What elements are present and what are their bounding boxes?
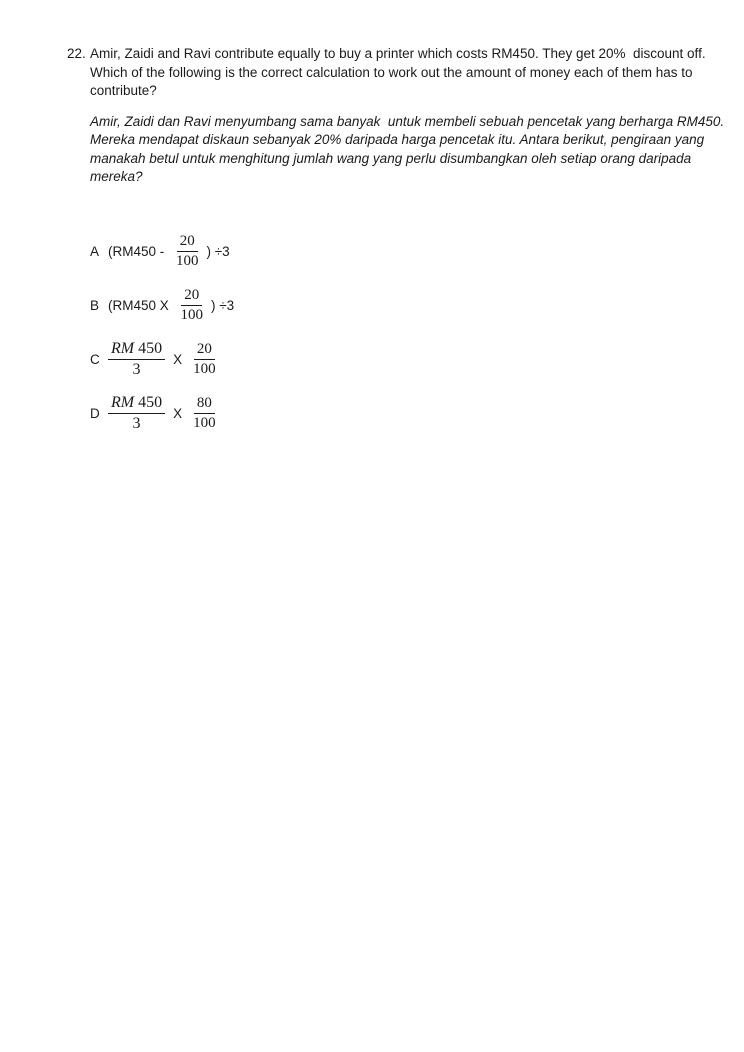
fraction (190, 341, 219, 379)
question-line: Which of the following is the correct calculation to work out the amount of money each of them has to (90, 64, 693, 80)
currency-label: RM (111, 393, 135, 411)
question-body (90, 45, 725, 448)
fraction-denominator: 100 (193, 361, 216, 377)
multiplication-sign: X (173, 406, 183, 421)
option-b (90, 286, 710, 326)
fraction-denominator: 100 (176, 253, 199, 269)
fraction-numerator (108, 340, 165, 360)
question-line: Amir, Zaidi dan Ravi menyumbang sama banyak untuk membeli sebuah pencetak yang berharga RM450. (90, 113, 725, 129)
fraction-denominator: 100 (180, 307, 204, 323)
question-line: Mereka mendapat diskaun sebanyak 20% daripada harga pencetak itu. Antara berikut, pengiraan yang (90, 132, 705, 147)
fraction-numerator: 20 (181, 287, 202, 306)
fraction-numerator: 80 (194, 395, 215, 414)
option-letter: D (90, 406, 100, 421)
question-text-malay (90, 113, 725, 187)
option-letter: B (90, 298, 100, 313)
question-line: Amir, Zaidi and Ravi contribute equally to buy a printer which costs RM450. They get 20% discount off. (90, 46, 706, 61)
option-letter: C (90, 352, 100, 367)
option-letter: A (90, 244, 100, 259)
option-c (90, 340, 710, 380)
option-d (90, 394, 710, 434)
question-block (67, 45, 725, 448)
fraction-denominator: 100 (193, 415, 216, 431)
option-expression-suffix: ) ÷3 (211, 298, 235, 313)
fraction (173, 233, 202, 271)
option-expression-prefix: (RM450 - (108, 244, 169, 259)
question-line: mereka? (90, 169, 143, 184)
fraction (108, 394, 165, 434)
amount-value: 450 (138, 393, 163, 411)
answer-options (90, 232, 710, 434)
option-expression-prefix: (RM450 X (108, 298, 173, 313)
question-line: contribute? (90, 83, 157, 98)
fraction-numerator: 20 (194, 341, 215, 360)
question-number: 22. (67, 46, 86, 61)
fraction-numerator: 20 (177, 233, 198, 252)
question-line: manakah betul untuk menghitung jumlah wang yang perlu disumbangkan oleh setiap orang daripada (90, 150, 692, 166)
question-text-english (90, 45, 710, 101)
currency-label: RM (111, 339, 135, 357)
fraction (178, 287, 207, 325)
fraction (190, 395, 219, 433)
multiplication-sign: X (173, 352, 183, 367)
fraction-denominator: 3 (132, 361, 141, 378)
amount-value: 450 (138, 339, 163, 357)
option-expression-suffix: ) ÷3 (206, 244, 230, 259)
fraction-denominator: 3 (132, 415, 141, 432)
fraction-numerator (108, 394, 165, 414)
fraction (108, 340, 165, 380)
option-a (90, 232, 710, 272)
